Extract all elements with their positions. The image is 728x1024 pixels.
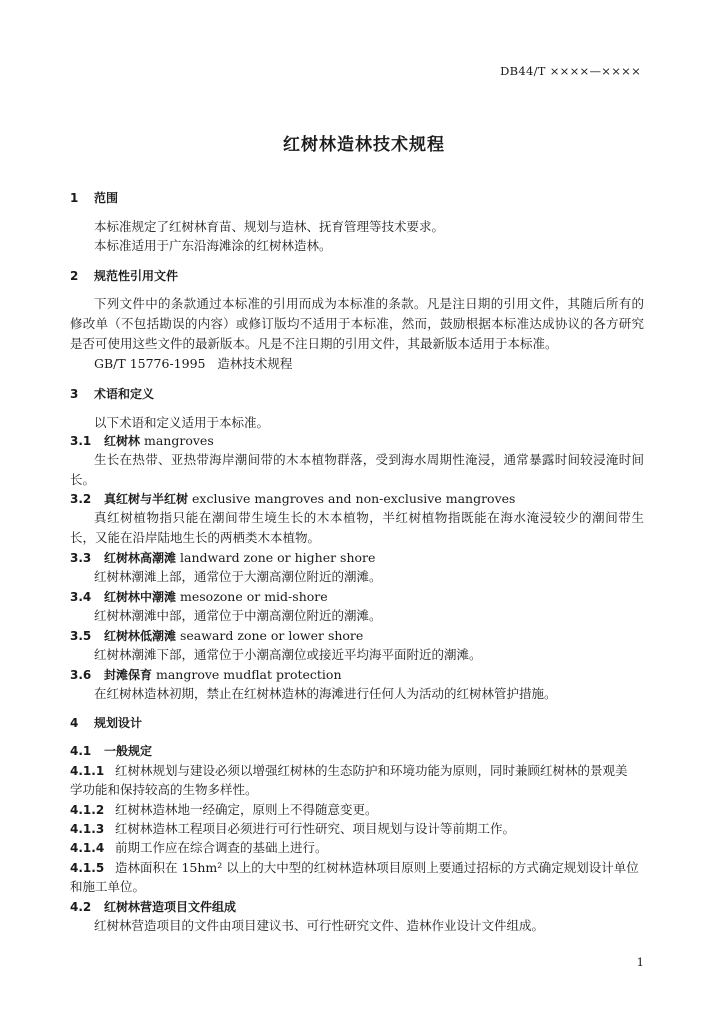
section-1-paragraph-1: 本标准规定了红树林育苗、规划与造林、抚育管理等技术要求。 (94, 219, 445, 234)
subsection-label: 红树林营造项目文件组成 (104, 900, 237, 914)
section-number: 4 (70, 716, 79, 730)
subsection-label: 一般规定 (104, 744, 153, 758)
term-number: 3.6 (70, 668, 92, 682)
clause-text: 造林面积在 15hm² 以上的大中型的红树林造林项目原则上要通过招标的方式确定规划设计单位 (115, 860, 639, 875)
clause-4-1-2 (70, 802, 378, 818)
term-english: mangroves (144, 433, 214, 448)
clause-number: 4.1.5 (70, 861, 105, 875)
term-3-3-heading (70, 550, 375, 566)
section-label: 范围 (94, 191, 119, 205)
term-number: 3.5 (70, 629, 92, 643)
clause-number: 4.1.1 (70, 764, 105, 778)
term-3-5-heading (70, 628, 363, 644)
term-number: 3.2 (70, 492, 92, 506)
term-english: exclusive mangroves and non-exclusive mangroves (192, 491, 516, 506)
clause-text: 前期工作应在综合调查的基础上进行。 (115, 840, 328, 855)
clause-4-1-3 (70, 821, 515, 837)
term-name: 红树林高潮滩 (104, 551, 177, 565)
term-definition-line: 红树林潮滩下部，通常位于小潮高潮位或接近平均海平面附近的潮滩。 (94, 647, 482, 662)
section-2-paragraph-line: 修改单（不包括勘误的内容）或修订版均不适用于本标准，然而，鼓励根据本标准达成协议的各方研究 (70, 316, 644, 331)
section-label: 规划设计 (94, 716, 143, 730)
term-number: 3.1 (70, 434, 92, 448)
subsection-number: 4.1 (70, 744, 92, 758)
section-2-paragraph-line: 是否可使用这些文件的最新版本。凡是不注日期的引用文件，其最新版本适用于本标准。 (70, 336, 558, 351)
standard-code-header: DB44/T ××××—×××× (500, 64, 641, 78)
section-3-intro: 以下术语和定义适用于本标准。 (94, 415, 270, 430)
clause-number: 4.1.2 (70, 803, 105, 817)
section-4-heading (70, 715, 142, 731)
clause-4-1-1 (70, 763, 628, 779)
section-label: 术语和定义 (94, 387, 155, 401)
clause-text: 红树林造林工程项目必须进行可行性研究、项目规划与设计等前期工作。 (115, 821, 516, 836)
subsection-4-2-heading (70, 899, 236, 915)
term-number: 3.3 (70, 551, 92, 565)
subsection-number: 4.2 (70, 900, 92, 914)
clause-continuation: 和施工单位。 (70, 879, 146, 894)
term-name: 封滩保育 (104, 668, 153, 682)
term-english: mesozone or mid-shore (180, 589, 328, 604)
term-english: seaward zone or lower shore (180, 628, 364, 643)
term-definition-line: 生长在热带、亚热带海岸潮间带的木本植物群落，受到海水周期性淹浸，通常暴露时间较浸淹时间 (94, 452, 644, 467)
term-definition-line: 长。 (70, 472, 96, 487)
term-definition-line: 红树林潮滩上部，通常位于大潮高潮位附近的潮滩。 (94, 569, 382, 584)
clause-text: 红树林造林地一经确定，原则上不得随意变更。 (115, 802, 378, 817)
section-label: 规范性引用文件 (94, 269, 179, 283)
clause-text: 红树林规划与建设必须以增强红树林的生态防护和环境功能为原则，同时兼顾红树林的景观美 (115, 763, 628, 778)
section-number: 2 (70, 269, 79, 283)
term-definition-line: 长，又能在沿岸陆地生长的两栖类木本植物。 (70, 530, 321, 545)
section-1-heading (70, 190, 118, 206)
term-name: 红树林 (104, 434, 141, 448)
clause-4-1-4 (70, 840, 328, 856)
section-number: 3 (70, 387, 79, 401)
subsection-4-2-text: 红树林营造项目的文件由项目建议书、可行性研究文件、造林作业设计文件组成。 (94, 918, 545, 933)
section-number: 1 (70, 191, 79, 205)
clause-4-1-5 (70, 860, 639, 876)
term-name: 红树林中潮滩 (104, 590, 177, 604)
term-3-2-heading (70, 491, 515, 507)
term-3-4-heading (70, 589, 328, 605)
document-title: 红树林造林技术规程 (283, 135, 445, 155)
term-definition-line: 红树林潮滩中部，通常位于中潮高潮位附近的潮滩。 (94, 608, 382, 623)
clause-continuation: 学功能和保持较高的生物多样性。 (70, 782, 258, 797)
term-number: 3.4 (70, 590, 92, 604)
term-english: mangrove mudflat protection (156, 667, 342, 682)
clause-number: 4.1.4 (70, 841, 105, 855)
term-3-1-heading (70, 433, 214, 449)
section-3-heading (70, 386, 154, 402)
section-2-paragraph-line: 下列文件中的条款通过本标准的引用而成为本标准的条款。凡是注日期的引用文件，其随后所有的 (94, 296, 644, 311)
section-1-paragraph-2: 本标准适用于广东沿海滩涂的红树林造林。 (94, 238, 332, 253)
term-name: 真红树与半红树 (104, 492, 189, 506)
term-definition-line: 真红树植物指只能在潮间带生境生长的木本植物，半红树植物指既能在海水淹浸较少的潮间带生 (94, 510, 644, 525)
page-number: 1 (636, 955, 644, 969)
normative-reference: GB/T 15776-1995 造林技术规程 (94, 356, 293, 371)
term-name: 红树林低潮滩 (104, 629, 177, 643)
clause-number: 4.1.3 (70, 822, 105, 836)
section-2-heading (70, 268, 178, 284)
term-definition-line: 在红树林造林初期，禁止在红树林造林的海滩进行任何人为活动的红树林管护措施。 (94, 686, 557, 701)
subsection-4-1-heading (70, 743, 152, 759)
term-3-6-heading (70, 667, 342, 683)
term-english: landward zone or higher shore (180, 550, 376, 565)
